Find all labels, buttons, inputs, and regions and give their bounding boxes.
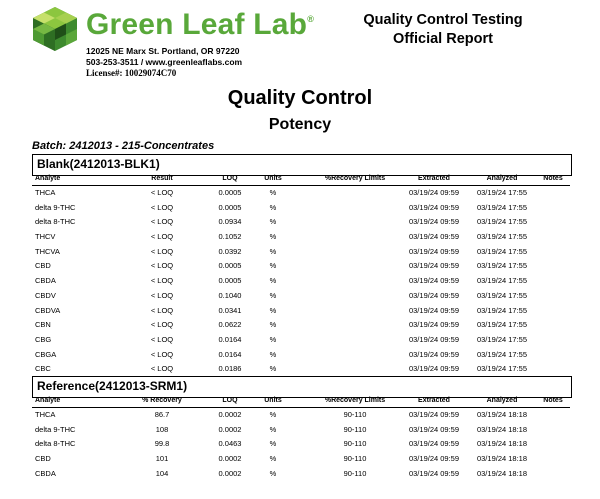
table-row — [32, 186, 570, 201]
cell-result: < LOQ — [150, 349, 174, 359]
cell-result: < LOQ — [150, 246, 174, 256]
table-row — [32, 362, 570, 377]
report-type — [343, 11, 543, 49]
cell-analyzed: 03/19/24 17:55 — [476, 276, 528, 286]
cell-result: 99.8 — [154, 439, 170, 449]
address-line-1: 12025 NE Marx St. Portland, OR 97220 — [86, 46, 240, 56]
cell-analyte: THCV — [35, 232, 56, 242]
cell-units: % — [269, 364, 277, 374]
cell-result: 108 — [155, 424, 169, 434]
cell-loq: 0.0164 — [218, 334, 242, 344]
cell-rec: 90-110 — [343, 454, 367, 464]
cell-extracted: 03/19/24 09:59 — [408, 468, 460, 478]
cell-units: % — [269, 276, 277, 286]
cell-analyzed: 03/19/24 18:18 — [476, 424, 528, 434]
cell-analyzed: 03/19/24 17:55 — [476, 349, 528, 359]
hexagon-cube-logo-icon — [30, 6, 80, 52]
cell-analyzed: 03/19/24 17:55 — [476, 290, 528, 300]
cell-loq: 0.0005 — [218, 188, 242, 197]
cell-analyzed: 03/19/24 18:18 — [476, 468, 528, 478]
cell-result: < LOQ — [150, 320, 174, 330]
cell-result: 104 — [155, 468, 169, 478]
lab-address — [86, 46, 242, 79]
table-row — [32, 274, 570, 289]
cell-extracted: 03/19/24 09:59 — [408, 424, 460, 434]
reference-section-header — [32, 376, 572, 398]
cell-extracted: 03/19/24 09:59 — [408, 349, 460, 359]
cell-units: % — [269, 246, 277, 256]
cell-units: % — [269, 305, 277, 315]
column-header: LOQ — [222, 175, 238, 182]
cell-loq: 0.0002 — [218, 410, 242, 419]
cell-extracted: 03/19/24 09:59 — [408, 364, 460, 374]
cell-extracted: 03/19/24 09:59 — [408, 246, 460, 256]
license-number: License#: 10029074C70 — [86, 68, 177, 78]
cell-result: < LOQ — [150, 232, 174, 242]
cell-analyte: CBDA — [35, 468, 56, 478]
cell-analyte: CBC — [35, 364, 51, 374]
cell-extracted: 03/19/24 09:59 — [408, 276, 460, 286]
cell-result: < LOQ — [150, 188, 174, 197]
cell-loq: 0.0002 — [218, 454, 242, 464]
table-row — [32, 437, 570, 452]
cell-analyte: CBGA — [35, 349, 57, 359]
cell-analyzed: 03/19/24 17:55 — [476, 305, 528, 315]
cell-analyzed: 03/19/24 18:18 — [476, 410, 528, 419]
cell-extracted: 03/19/24 09:59 — [408, 232, 460, 242]
blank-section-header — [32, 154, 572, 176]
cell-analyzed: 03/19/24 17:55 — [476, 232, 528, 242]
cell-analyte: CBDVA — [35, 305, 61, 315]
cell-units: % — [269, 468, 277, 478]
column-header: Units — [264, 397, 282, 404]
cell-analyzed: 03/19/24 17:55 — [476, 364, 528, 374]
table-row — [32, 289, 570, 304]
cell-analyzed: 03/19/24 17:55 — [476, 320, 528, 330]
report-title-line-1: Quality Control Testing — [363, 12, 523, 28]
column-header: Analyte — [35, 175, 61, 182]
cell-extracted: 03/19/24 09:59 — [408, 261, 460, 271]
cell-extracted: 03/19/24 09:59 — [408, 320, 460, 330]
table-row — [32, 318, 570, 333]
cell-rec: 90-110 — [343, 468, 367, 478]
cell-extracted: 03/19/24 09:59 — [408, 454, 460, 464]
brand-name: Green Leaf Lab® — [86, 8, 315, 41]
cell-result: < LOQ — [150, 334, 174, 344]
cell-loq: 0.0622 — [218, 320, 242, 330]
cell-extracted: 03/19/24 09:59 — [408, 305, 460, 315]
cell-units: % — [269, 320, 277, 330]
cell-units: % — [269, 290, 277, 300]
cell-analyzed: 03/19/24 17:55 — [476, 188, 528, 197]
cell-units: % — [269, 349, 277, 359]
cell-analyte: THCVA — [35, 246, 60, 256]
cell-loq: 0.0005 — [218, 276, 242, 286]
cell-result: < LOQ — [150, 202, 174, 212]
cell-units: % — [269, 261, 277, 271]
trademark: ® — [307, 14, 315, 24]
cell-analyzed: 03/19/24 18:18 — [476, 439, 528, 449]
column-header: Extracted — [418, 175, 450, 182]
table-row — [32, 348, 570, 363]
cell-result: < LOQ — [150, 364, 174, 374]
cell-analyte: CBDA — [35, 276, 56, 286]
cell-analyte: CBDV — [35, 290, 56, 300]
cell-analyzed: 03/19/24 17:55 — [476, 217, 528, 227]
reference-table — [32, 397, 570, 481]
cell-loq: 0.0005 — [218, 202, 242, 212]
column-header: %Recovery Limits — [324, 397, 386, 404]
cell-loq: 0.0005 — [218, 261, 242, 271]
cell-extracted: 03/19/24 09:59 — [408, 439, 460, 449]
column-header: Analyte — [35, 397, 61, 404]
column-header: Analyzed — [486, 397, 518, 404]
blank-section-title: Blank(2412013-BLK1) — [37, 157, 160, 171]
cell-loq: 0.1040 — [218, 290, 242, 300]
cell-units: % — [269, 439, 277, 449]
cell-loq: 0.0341 — [218, 305, 242, 315]
cell-rec: 90-110 — [343, 424, 367, 434]
cell-result: 86.7 — [154, 410, 170, 419]
cell-analyzed: 03/19/24 17:55 — [476, 261, 528, 271]
cell-units: % — [269, 202, 277, 212]
cell-analyte: delta 8-THC — [35, 217, 76, 227]
table-row — [32, 245, 570, 260]
column-header: LOQ — [222, 397, 238, 404]
cell-units: % — [269, 217, 277, 227]
cell-loq: 0.0002 — [218, 468, 242, 478]
cell-analyte: THCA — [35, 188, 56, 197]
cell-units: % — [269, 232, 277, 242]
cell-result: < LOQ — [150, 305, 174, 315]
page-title: Quality Control — [227, 87, 373, 109]
cell-loq: 0.0934 — [218, 217, 242, 227]
column-header: Notes — [543, 175, 563, 182]
page-subtitle: Potency — [268, 116, 332, 133]
cell-units: % — [269, 188, 277, 197]
cell-extracted: 03/19/24 09:59 — [408, 334, 460, 344]
cell-analyte: delta 8-THC — [35, 439, 76, 449]
column-header: Result — [151, 175, 173, 182]
column-header: Analyzed — [486, 175, 518, 182]
cell-analyte: CBG — [35, 334, 52, 344]
cell-units: % — [269, 410, 277, 419]
column-header: % Recovery — [142, 397, 182, 404]
cell-extracted: 03/19/24 09:59 — [408, 290, 460, 300]
cell-loq: 0.1052 — [218, 232, 242, 242]
cell-extracted: 03/19/24 09:59 — [408, 202, 460, 212]
table-header — [32, 175, 570, 186]
cell-loq: 0.0392 — [218, 246, 242, 256]
cell-result: 101 — [155, 454, 169, 464]
cell-analyte: CBD — [35, 261, 51, 271]
table-header — [32, 397, 570, 408]
table-row — [32, 408, 570, 423]
cell-analyte: CBN — [35, 320, 51, 330]
cell-result: < LOQ — [150, 217, 174, 227]
cell-units: % — [269, 334, 277, 344]
column-header: %Recovery Limits — [324, 175, 386, 182]
cell-extracted: 03/19/24 09:59 — [408, 188, 460, 197]
cell-units: % — [269, 454, 277, 464]
cell-result: < LOQ — [150, 290, 174, 300]
column-header: Notes — [543, 397, 563, 404]
cell-analyzed: 03/19/24 17:55 — [476, 334, 528, 344]
table-row — [32, 201, 570, 216]
table-row — [32, 215, 570, 230]
cell-analyte: THCA — [35, 410, 56, 419]
column-header: Extracted — [418, 397, 450, 404]
report-title-line-2: Official Report — [393, 31, 493, 47]
cell-result: < LOQ — [150, 261, 174, 271]
cell-loq: 0.0002 — [218, 424, 242, 434]
cell-extracted: 03/19/24 09:59 — [408, 410, 460, 419]
batch-label: Batch: 2412013 - 215-Concentrates — [32, 140, 215, 152]
cell-loq: 0.0186 — [218, 364, 242, 374]
cell-analyte: delta 9-THC — [35, 202, 76, 212]
reference-section-title: Reference(2412013-SRM1) — [37, 379, 188, 393]
cell-loq: 0.0164 — [218, 349, 242, 359]
table-row — [32, 333, 570, 348]
cell-analyzed: 03/19/24 18:18 — [476, 454, 528, 464]
cell-analyzed: 03/19/24 17:55 — [476, 246, 528, 256]
cell-rec: 90-110 — [343, 439, 367, 449]
table-row — [32, 259, 570, 274]
table-row — [32, 423, 570, 438]
column-header: Units — [264, 175, 282, 182]
blank-table — [32, 175, 570, 377]
table-row — [32, 230, 570, 245]
cell-extracted: 03/19/24 09:59 — [408, 217, 460, 227]
cell-analyte: CBD — [35, 454, 51, 464]
address-line-2: 503-253-3511 / www.greenleaflabs.com — [86, 57, 243, 67]
cell-result: < LOQ — [150, 276, 174, 286]
table-row — [32, 304, 570, 319]
cell-analyzed: 03/19/24 17:55 — [476, 202, 528, 212]
cell-rec: 90-110 — [343, 410, 367, 419]
cell-units: % — [269, 424, 277, 434]
table-row — [32, 452, 570, 467]
cell-analyte: delta 9-THC — [35, 424, 76, 434]
cell-loq: 0.0463 — [218, 439, 242, 449]
table-row — [32, 467, 570, 482]
